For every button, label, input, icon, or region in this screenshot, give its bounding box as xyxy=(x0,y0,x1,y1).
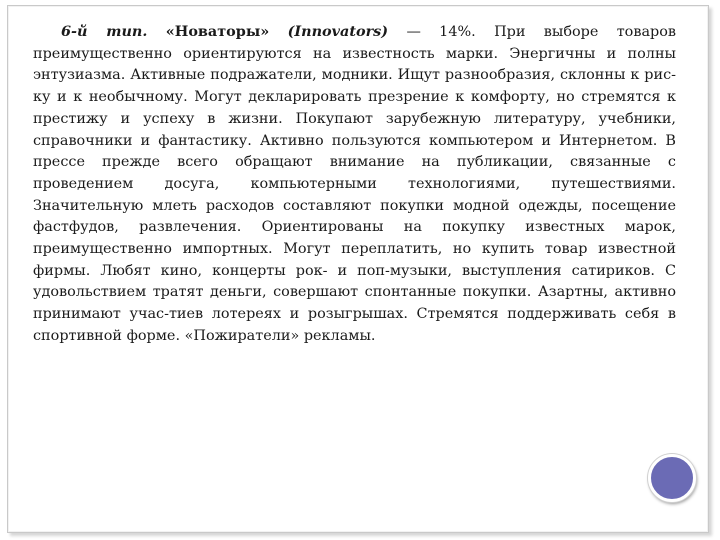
slide-content xyxy=(33,21,676,348)
type-label: 6-й тип. xyxy=(61,23,148,40)
decorative-circle-icon xyxy=(648,454,696,502)
segment-title-ru: «Новаторы» xyxy=(165,23,270,40)
segment-title-en: (Innovators) xyxy=(287,23,389,40)
segment-share: — 14%. xyxy=(406,24,476,40)
slide-frame xyxy=(7,5,709,533)
body-paragraph xyxy=(33,21,676,348)
segment-description: При выборе товаров преимущественно ориентируются на известность марки. Энергичны и полны энтузиазма. Активные подражатели, модники. Ищут разнообразия, склонны к рис-ку и к необычному. Могут декларировать презрение к комфорту, но стремятся к престижу и успеху в жизни. Покупают зарубежную литературу, учебники, справочники и фантастику. Активно пользуются компьютером и Интернетом. В прессе прежде всего обращают внимание на публикации, связанные с проведением досуга, компьютерными технологиями, путешествиями. Значительную млеть расходов составляют покупки модной одежды, посещение фастфудов, развлечения. Ориентированы на покупку известных марок, преимущественно импортных. Могут переплатить, но купить товар известной фирмы. Любят кино, концерты рок- и поп-музыки, выступления сатириков. С удовольствием тратят деньги, совершают спонтанные покупки. Азартны, активно принимают учас-тиев лотереях и розыгрышах. Стремятся поддерживать себя в спортивной форме. «Пожиратели» рекламы. xyxy=(33,24,677,344)
